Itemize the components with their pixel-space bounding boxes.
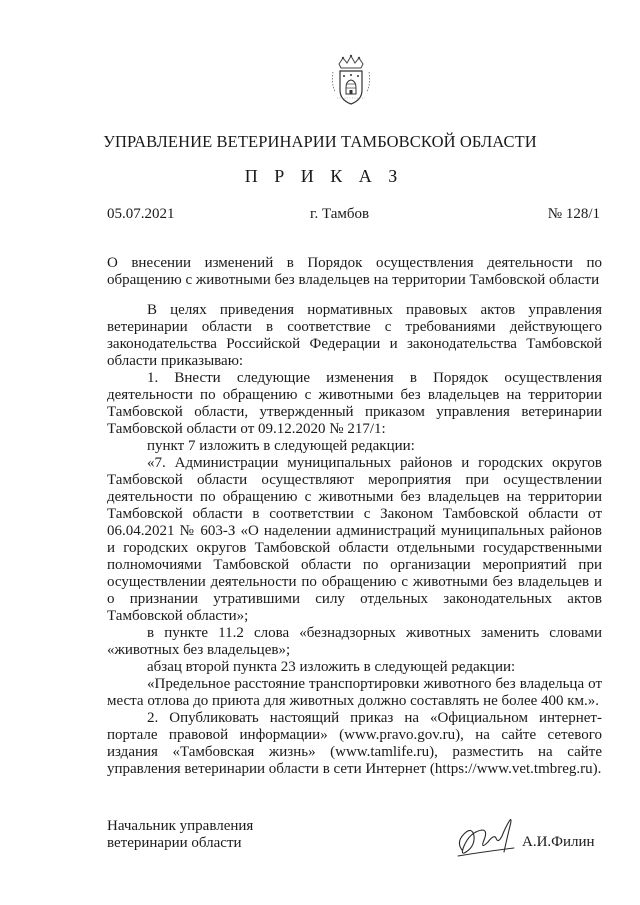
paragraph-item-2: 2. Опубликовать настоящий приказ на «Официальном интернет-портале правовой информации» (www.pravo.gov.ru), на сайте сетевого издания «Тамбовская жизнь» (www.tamlife.ru), разместить на сайте управления ветеринарии области в сети Интернет (https://www.vet.tmbreg.ru). xyxy=(107,710,602,777)
signatory-name: А.И.Филин xyxy=(522,834,595,850)
paragraph-item-23-intro: абзац второй пункта 23 изложить в следующей редакции: xyxy=(147,659,516,675)
paragraph-item-11-2: в пункте 11.2 слова «безнадзорных животных заменить словами «животных без владельцев»; xyxy=(107,625,602,658)
document-subject: О внесении изменений в Порядок осуществления деятельности по обращению с животными без владельцев на территории Тамбовской области xyxy=(107,255,602,288)
paragraph-item-23-text: «Предельное расстояние транспортировки животного без владельца от места отлова до приюта для животных должно составлять не более 400 км.». xyxy=(107,676,602,709)
paragraph-preamble: В целях приведения нормативных правовых актов управления ветеринарии области в соответствие с требованиями действующего законодательства Российской Федерации и законодательства Тамбовской области приказываю: xyxy=(107,302,602,369)
signatory-title-line-2: ветеринарии области xyxy=(107,835,242,851)
coat-of-arms-icon xyxy=(329,54,373,108)
handwritten-signature xyxy=(452,812,522,862)
signatory-title xyxy=(107,818,253,852)
paragraph-item-7-intro: пункт 7 изложить в следующей редакции: xyxy=(147,438,415,454)
document-title: П Р И К А З xyxy=(244,166,404,186)
document-body xyxy=(107,302,602,778)
signatory-title-line-1: Начальник управления xyxy=(107,818,254,834)
paragraph-item-7-text: «7. Администрации муниципальных районов и городских округов Тамбовской области осуществляют мероприятия при осуществлении деятельности по обращению с животными без владельцев на территории Тамбовской области в соответствии с Законом Тамбовской области от 06.04.2021 № 603-З «О наделении администраций муниципальных районов и городских округов Тамбовской области отдельными государственными полномочиями Тамбовской области по организации мероприятий при осуществлении деятельности по обращению с животными без владельцев и о признании утратившими силу отдельных законодательных актов Тамбовской области»; xyxy=(107,455,602,624)
paragraph-item-1: 1. Внести следующие изменения в Порядок осуществления деятельности по обращению с животными без владельцев на территории Тамбовской области, утвержденный приказом управления ветеринарии Тамбовской области от 09.12.2020 № 217/1: xyxy=(107,370,602,437)
organization-name: УПРАВЛЕНИЕ ВЕТЕРИНАРИИ ТАМБОВСКОЙ ОБЛАСТИ xyxy=(103,132,537,151)
document-city: г. Тамбов xyxy=(310,206,370,222)
document-number: № 128/1 xyxy=(547,206,600,222)
document-date: 05.07.2021 xyxy=(107,206,175,222)
